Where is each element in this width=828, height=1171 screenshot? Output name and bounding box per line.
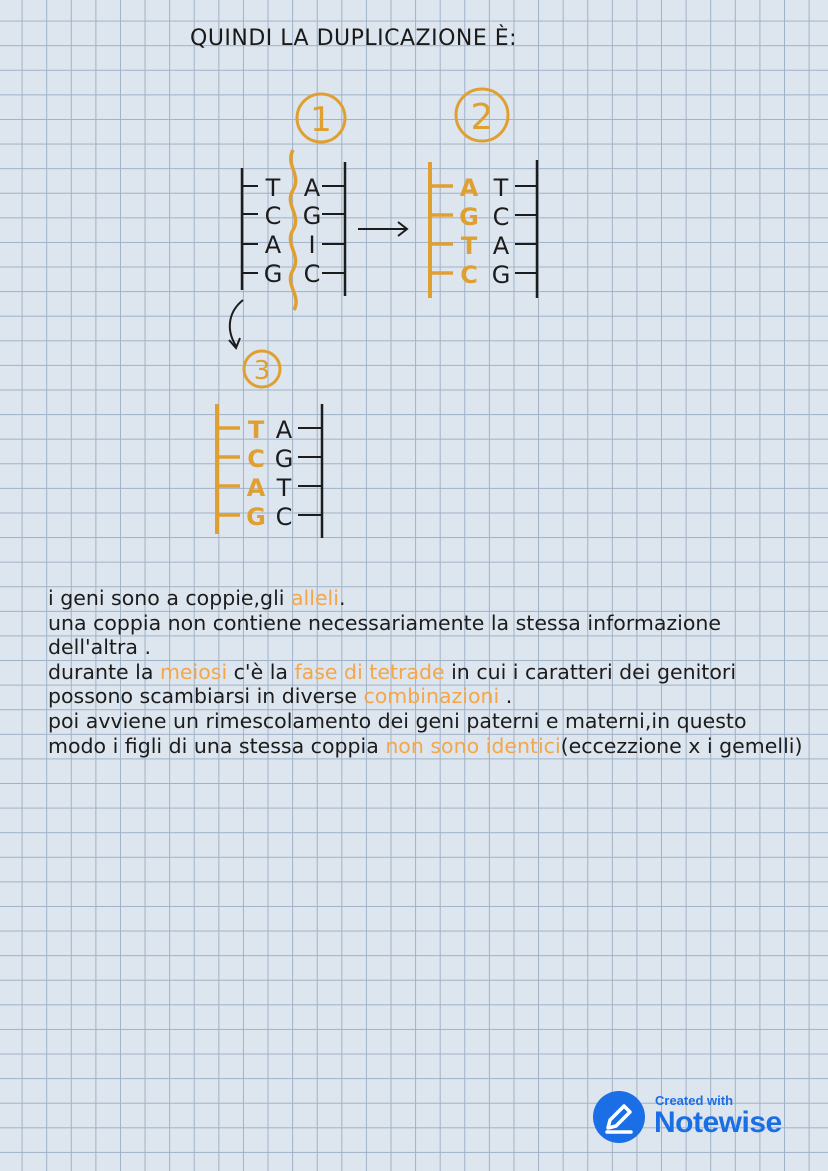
arrow-right-icon [358,222,407,236]
step-number-2: 2 [470,97,494,138]
base-letter: G [491,261,511,289]
highlight-term: meiosi [159,659,228,684]
highlight-term: fase di tetrade [294,659,445,684]
notewise-badge [593,1089,803,1147]
diagram-step-3 [217,351,322,538]
base-letter: C [264,202,282,230]
base-letter: T [276,474,292,502]
base-letter: C [247,445,265,473]
separation-wave [290,150,296,310]
note-paragraph: i geni sono a coppie,gli alleli. [48,586,346,610]
note-paragraph: poi avviene un rimescolamento dei geni paterni e materni,in questo modo i figli di una stessa coppia non sono identici(eccezzione x i gemelli) [48,708,803,758]
base-letter: A [459,174,479,202]
base-letter: C [275,503,293,531]
highlight-term: combinazioni [363,684,500,709]
notes-text [48,586,808,758]
base-letter: T [247,416,265,444]
base-letter: G [274,445,294,473]
note-paragraph: una coppia non contiene necessariamente la stessa informazione dell'altra . [48,610,722,660]
base-letter: A [275,416,293,444]
diagram-step-1 [242,94,345,310]
base-letter: A [264,231,282,259]
dna-duplication-diagram [0,0,828,560]
step-number-1: 1 [310,100,332,140]
badge-brand: Notewise [654,1106,782,1139]
base-letter: T [493,174,509,202]
highlight-term: alleli [290,586,339,610]
step-number-3: 3 [253,356,271,386]
base-letter: G [263,260,283,288]
base-letter: C [303,260,321,288]
diagram-step-2 [430,89,537,298]
base-letter: I [308,231,316,259]
note-paragraph: durante la meiosi c'è la fase di tetrade in cui i caratteri dei genitori possono scambiarsi in diverse combinazioni . [48,659,737,709]
base-letter: G [246,503,266,531]
base-letter: G [302,202,322,230]
base-letter: C [492,203,510,231]
base-letter: A [303,174,321,202]
badge-caption: Created with [655,1093,734,1108]
base-letter: C [460,261,478,289]
base-letter: G [459,203,479,231]
page-title: QUINDI LA DUPLICAZIONE È: [190,26,518,51]
base-letter: A [492,232,510,260]
pencil-icon [593,1091,645,1143]
curved-arrow-down-icon [229,300,243,348]
base-letter: T [265,174,281,202]
highlight-term: non sono identici [385,733,561,758]
base-letter: T [460,232,478,260]
base-letter: A [246,474,266,502]
